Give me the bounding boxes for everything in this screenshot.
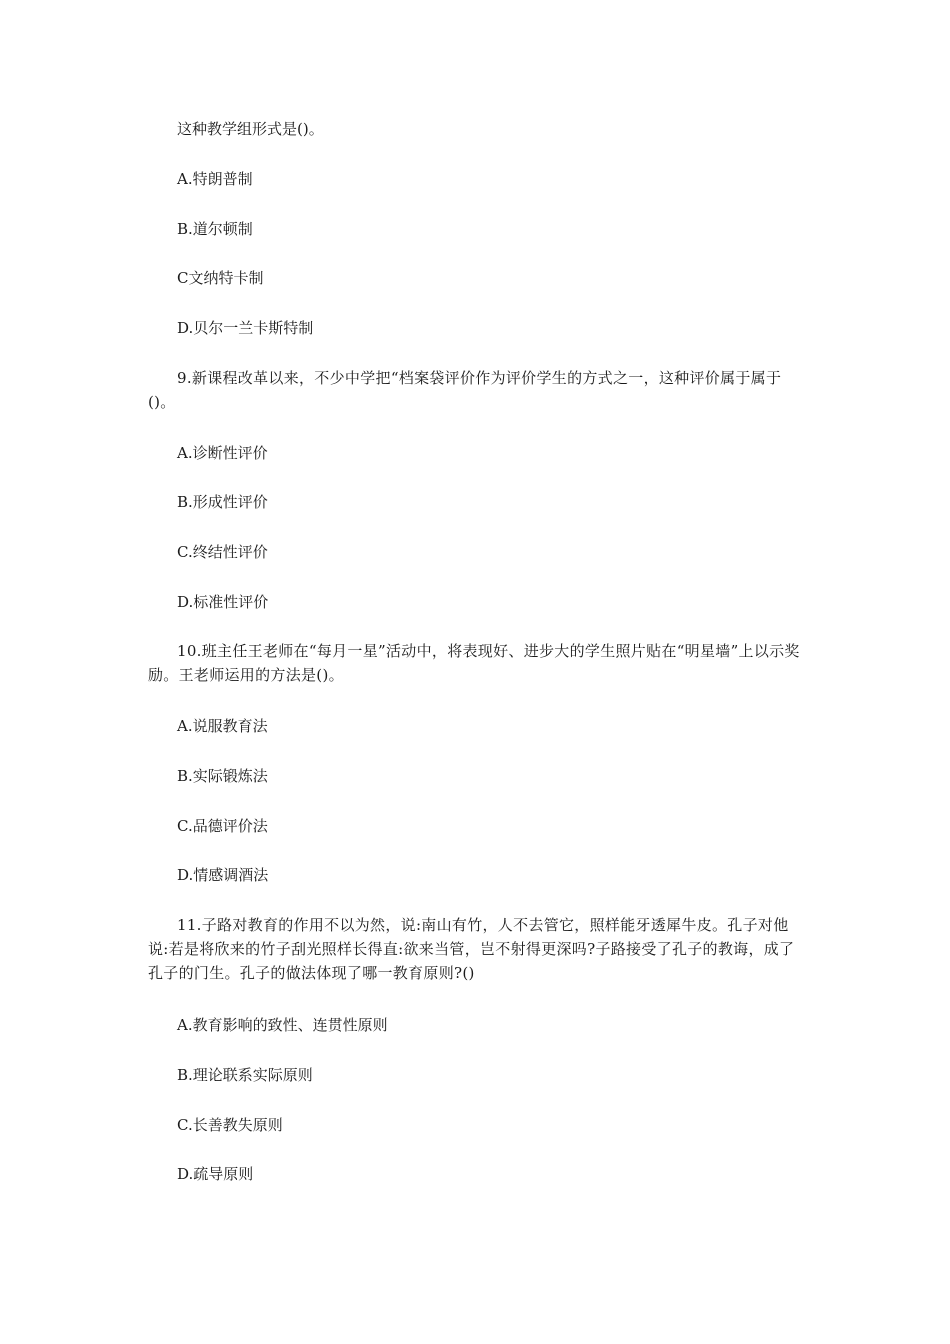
q11-option-a: A.教育影响的致性、连贯性原则 [177, 1016, 388, 1034]
q10-option-a: A.说服教育法 [177, 717, 268, 735]
q10-option-b: B.实际锻炼法 [177, 767, 268, 785]
question-intro: 这种教学组形式是()。 [177, 120, 324, 138]
q9-option-b: B.形成性评价 [177, 493, 268, 511]
q11-option-d: D.疏导原则 [177, 1165, 254, 1183]
q9-option-a: A.诊断性评价 [177, 444, 268, 462]
q9-option-d: D.标准性评价 [177, 593, 269, 611]
q9-stem: 9.新课程改革以来，不少中学把“档案袋评价作为评价学生的方式之一，这种评价属于属于()。 [148, 369, 782, 411]
q8-option-d: D.贝尔一兰卡斯特制 [177, 319, 314, 337]
q10-option-d: D.情感调酒法 [177, 866, 269, 884]
q11-stem: 11.子路对教育的作用不以为然，说:南山有竹，人不去管它，照样能牙透犀牛皮。孔子对他说:若是将欣来的竹子刮光照样长得直:欲来当管，岂不射得更深吗?子路接受了孔子的教诲，成了孔子的门生。孔子的做法体现了哪一教育原则?() [148, 916, 795, 982]
q8-option-b: B.道尔顿制 [177, 220, 253, 238]
q11-option-c: C.长善教失原则 [177, 1116, 283, 1134]
q8-option-a: A.特朗普制 [177, 170, 253, 188]
q10-stem: 10.班主任王老师在“每月一星”活动中，将表现好、进步大的学生照片贴在“明星墙”上以示奖励。王老师运用的方法是()。 [148, 642, 800, 684]
q9-option-c: C.终结性评价 [177, 543, 268, 561]
q11-option-b: B.理论联系实际原则 [177, 1066, 313, 1084]
q8-option-c: C文纳特卡制 [177, 269, 264, 287]
q10-option-c: C.品德评价法 [177, 817, 268, 835]
